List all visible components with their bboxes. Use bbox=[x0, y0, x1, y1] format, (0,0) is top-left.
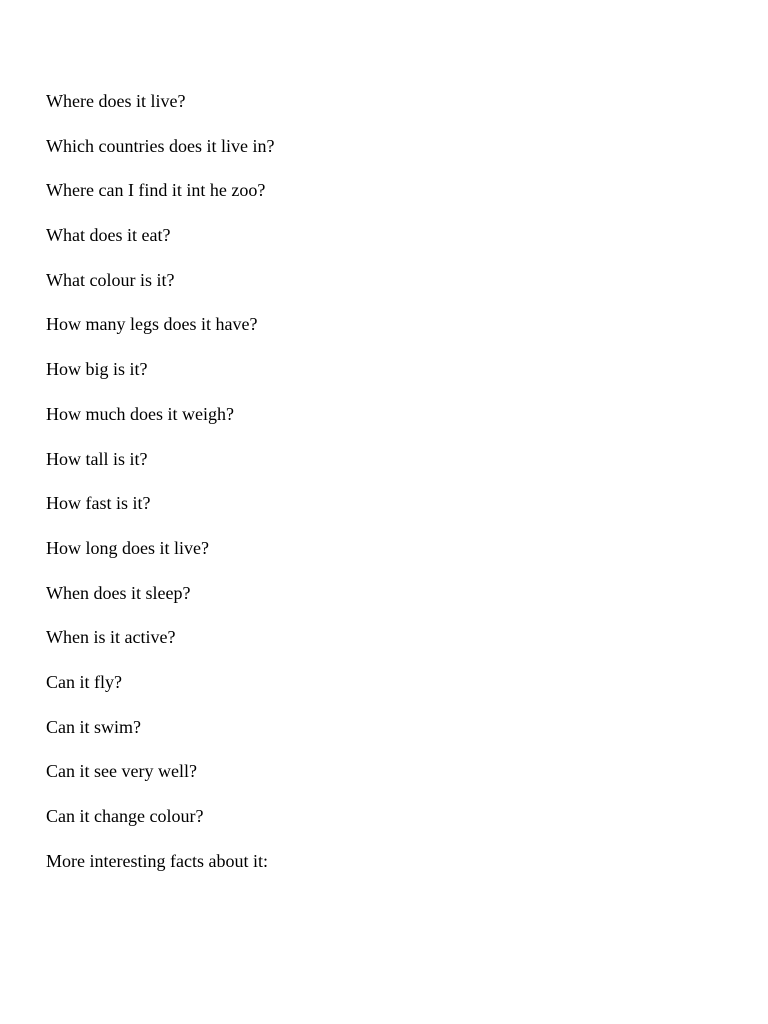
question-zoo-location: Where can I find it int he zoo? bbox=[46, 180, 266, 201]
question-colour: What colour is it? bbox=[46, 269, 175, 290]
question-diet: What does it eat? bbox=[46, 225, 171, 246]
question-fly: Can it fly? bbox=[46, 671, 122, 692]
question-more-facts: More interesting facts about it: bbox=[46, 850, 268, 871]
question-speed: How fast is it? bbox=[46, 493, 151, 514]
question-list bbox=[46, 88, 274, 892]
question-sleep: When does it sleep? bbox=[46, 582, 191, 603]
question-active: When is it active? bbox=[46, 627, 176, 648]
question-countries: Which countries does it live in? bbox=[46, 135, 275, 156]
question-swim: Can it swim? bbox=[46, 716, 141, 737]
question-size: How big is it? bbox=[46, 359, 148, 380]
question-eyesight: Can it see very well? bbox=[46, 761, 197, 782]
question-lifespan: How long does it live? bbox=[46, 537, 209, 558]
question-where-live: Where does it live? bbox=[46, 91, 186, 111]
question-legs: How many legs does it have? bbox=[46, 314, 258, 335]
question-weight: How much does it weigh? bbox=[46, 403, 234, 424]
question-change-colour: Can it change colour? bbox=[46, 806, 204, 826]
question-height: How tall is it? bbox=[46, 448, 148, 469]
